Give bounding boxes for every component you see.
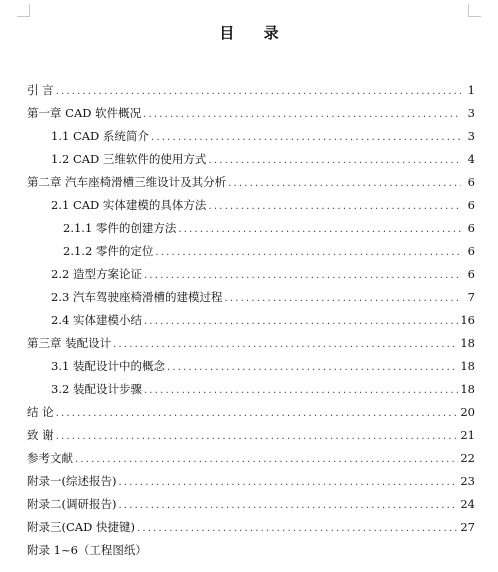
toc-entry[interactable]: [27, 148, 475, 171]
toc-entry[interactable]: [27, 447, 475, 470]
toc-leader-dots: [155, 241, 461, 264]
toc-entry[interactable]: [27, 378, 475, 401]
toc-leader-dots: [208, 195, 461, 218]
toc-page-number: 18: [460, 382, 475, 396]
toc-leader-dots: [144, 310, 458, 333]
toc-entry-text: 2.1.1 零件的创建方法: [63, 221, 177, 235]
toc-entry-text: 2.4 实体建模小结: [51, 313, 142, 327]
toc-entry-text: 结 论: [27, 405, 54, 419]
toc-entry-text: 参考文献: [27, 451, 73, 465]
toc-entry[interactable]: [27, 263, 475, 286]
page-corner-mark-top-right: [468, 4, 481, 17]
toc-entry[interactable]: [27, 401, 475, 424]
toc-page-number: 27: [460, 520, 475, 534]
toc-page-number: 18: [460, 336, 475, 350]
toc-leader-dots: [143, 103, 461, 126]
toc-page-number: 23: [460, 474, 475, 488]
toc-leader-dots: [178, 218, 461, 241]
toc-leader-dots: [167, 356, 458, 379]
toc-entry[interactable]: [27, 194, 475, 217]
toc-entry-text: 第三章 装配设计: [27, 336, 112, 350]
toc-entry[interactable]: [27, 286, 475, 309]
toc-entry[interactable]: [27, 355, 475, 378]
toc-entry-text: 引 言: [27, 83, 54, 97]
toc-entry[interactable]: [27, 171, 475, 194]
toc-page-number: 6: [467, 267, 475, 281]
toc-entry[interactable]: [27, 424, 475, 447]
toc-entry-text: 2.1 CAD 实体建模的具体方法: [51, 198, 207, 212]
toc-page-number: 21: [460, 428, 475, 442]
toc-entry-text: 第二章 汽车座椅滑槽三维设计及其分析: [27, 175, 227, 189]
toc-leader-dots: [118, 494, 458, 517]
toc-page-number: 3: [467, 106, 475, 120]
toc-entry-text: 附录三(CAD 快捷键): [27, 520, 135, 534]
toc-entry-text: 2.1.2 零件的定位: [63, 244, 154, 258]
toc-leader-dots: [224, 287, 461, 310]
toc-page-number: 6: [467, 175, 475, 189]
toc-title: 目 录: [219, 24, 291, 42]
toc-entry[interactable]: [27, 332, 475, 355]
toc-page-number: 6: [467, 198, 475, 212]
toc-leader-dots: [151, 126, 461, 149]
toc-page-number: 22: [460, 451, 475, 465]
toc-entry[interactable]: [27, 240, 475, 263]
toc-entry-text: 第一章 CAD 软件概况: [27, 106, 142, 120]
toc-entry[interactable]: [27, 217, 475, 240]
toc-entry-text: 1.2 CAD 三维软件的使用方式: [51, 152, 207, 166]
toc-leader-dots: [144, 379, 458, 402]
page-corner-mark-top-left: [17, 4, 30, 17]
toc-page-number: 24: [460, 497, 475, 511]
toc-entry[interactable]: [27, 79, 475, 102]
toc-entry[interactable]: [27, 493, 475, 516]
toc-entry-text: 3.1 装配设计中的概念: [51, 359, 165, 373]
toc-leader-dots: [208, 149, 461, 172]
toc-page-number: 1: [467, 83, 475, 97]
toc-entry-text: 致 谢: [27, 428, 54, 442]
toc-entry-text: 附录一(综述报告): [27, 474, 117, 488]
toc-entry[interactable]: [27, 539, 475, 562]
toc-page-number: 6: [467, 244, 475, 258]
toc-page-number: 7: [467, 290, 475, 304]
toc-entry[interactable]: [27, 309, 475, 332]
toc-leader-dots: [144, 264, 461, 287]
toc-entry[interactable]: [27, 125, 475, 148]
toc-page-number: 4: [467, 152, 475, 166]
toc-leader-dots: [228, 172, 461, 195]
toc-entry-text: 1.1 CAD 系统简介: [51, 129, 149, 143]
toc-leader-dots: [113, 333, 458, 356]
toc-page-number: 3: [467, 129, 475, 143]
toc-entry-text: 2.3 汽车驾驶座椅滑槽的建模过程: [51, 290, 223, 304]
toc-leader-dots: [56, 402, 459, 425]
toc-leader-dots: [118, 471, 458, 494]
toc-entry[interactable]: [27, 102, 475, 125]
toc-leader-dots: [75, 448, 458, 471]
toc-page-number: 18: [460, 359, 475, 373]
toc-entry-text: 附录二(调研报告): [27, 497, 117, 511]
toc-leader-dots: [56, 425, 459, 448]
toc-entry-text: 3.2 装配设计步骤: [51, 382, 142, 396]
table-of-contents: [27, 79, 475, 562]
toc-entry-text: 附录 1~6（工程图纸）: [27, 543, 147, 557]
toc-page-number: 20: [460, 405, 475, 419]
toc-entry-text: 2.2 造型方案论证: [51, 267, 142, 281]
toc-entry[interactable]: [27, 516, 475, 539]
toc-leader-dots: [56, 80, 461, 103]
toc-entry[interactable]: [27, 470, 475, 493]
toc-page-number: 6: [467, 221, 475, 235]
toc-page-number: 16: [460, 313, 475, 327]
toc-leader-dots: [137, 517, 458, 540]
